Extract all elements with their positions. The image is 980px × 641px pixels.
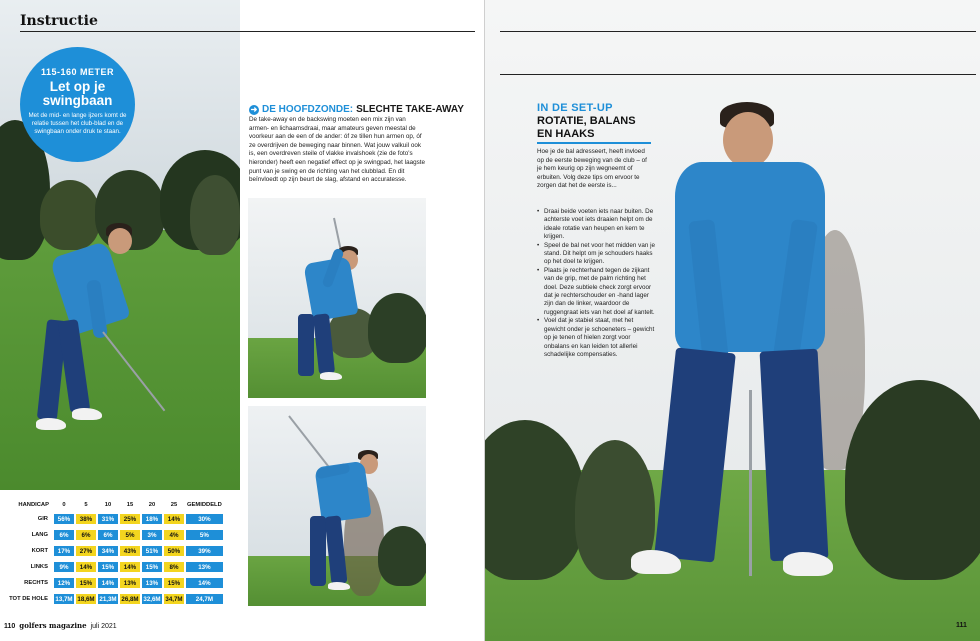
table-row: [2, 514, 223, 524]
stat-cell: 14%: [120, 562, 140, 572]
stat-cell: 14%: [164, 514, 184, 524]
intro-circle: [20, 47, 135, 162]
intro-title-line1: Let op je: [49, 79, 106, 94]
stat-cell: 27%: [76, 546, 96, 556]
average-cell: 24,7M: [186, 594, 223, 604]
column-header: 10: [104, 502, 112, 508]
stat-cell: 18,6M: [77, 595, 95, 603]
section-label: Instructie: [20, 13, 98, 29]
table-row: [2, 594, 223, 604]
column-header: 25: [170, 502, 178, 508]
list-item: • Plaats je rechterhand tegen de zijkant van de grip, met de palm richting het doel. Deze subtiele check zorgt ervoor dat je rechterschouder en -hand lager zijn dan de linker, waardoor de ruggengraat iets van het doel af kantelt.: [537, 267, 655, 317]
row-label: GIR: [37, 516, 48, 522]
column-header: 5: [84, 502, 88, 508]
stat-cell: 38%: [76, 514, 96, 524]
intro-title: [20, 80, 135, 108]
stat-cell: 9%: [54, 562, 74, 572]
golfer-steep-figure: [278, 218, 388, 388]
backswing-photo-steep: [248, 198, 426, 398]
column-header: 15: [126, 502, 134, 508]
list-item: • Speel de bal net voor het midden van je stand. Dit helpt om je schouders haaks op het doel te krijgen.: [537, 242, 655, 267]
column-header: 0: [62, 502, 66, 508]
stat-cell: 8%: [164, 562, 184, 572]
table-header-row: [2, 502, 223, 508]
setup-top-rule: [500, 74, 976, 75]
stat-cell: 14%: [76, 562, 96, 572]
stat-cell: 14%: [98, 578, 118, 588]
danger-zone-heading: [249, 104, 464, 115]
row-label: LINKS: [30, 564, 48, 570]
stat-cell: 15%: [76, 578, 96, 588]
intro-kicker: 115-160 METER: [40, 67, 115, 77]
golfer-setup-figure: [625, 100, 845, 600]
stat-cell: 13%: [120, 578, 140, 588]
stat-cell: 6%: [54, 530, 74, 540]
table-row: [2, 530, 223, 540]
stat-cell: 5%: [120, 530, 140, 540]
stat-cell: 32,6M: [143, 595, 161, 603]
intro-title-line2: swingbaan: [42, 93, 113, 108]
setup-tips-list: [537, 208, 655, 359]
row-label: KORT: [31, 548, 48, 554]
stat-cell: 56%: [54, 514, 74, 524]
danger-zone-title: SLECHTE TAKE-AWAY: [356, 104, 464, 115]
stat-cell: 6%: [76, 530, 96, 540]
setup-intro: Hoe je de bal adresseert, heeft invloed op de eerste beweging van de club – of je hem keurig op zijn wegneemt of erbuiten. Volg deze tips om ervoor te zorgen dat het de eerste is...: [537, 148, 647, 190]
stat-cell: 51%: [142, 546, 162, 556]
intro-lead: Met de mid- en lange ijzers komt de relatie tussen het club-blad en de swingbaan onder druk te staan.: [28, 112, 127, 135]
table-row: [2, 562, 223, 572]
issue-date: juli 2021: [90, 623, 117, 630]
page-number-right: 111: [956, 622, 967, 629]
arrow-right-icon: ➜: [250, 104, 258, 114]
stat-cell: 6%: [98, 530, 118, 540]
stat-cell: 12%: [54, 578, 74, 588]
handicap-header: HANDICAP: [18, 502, 49, 508]
row-label: RECHTS: [24, 580, 48, 586]
stat-cell: 50%: [164, 546, 184, 556]
stat-cell: 31%: [98, 514, 118, 524]
table-row: [2, 578, 223, 588]
page-number-left: 110: [4, 623, 16, 630]
column-header: 20: [148, 502, 156, 508]
stat-cell: 21,3M: [99, 595, 117, 603]
setup-title: ROTATIE, BALANS EN HAAKS: [537, 115, 636, 140]
stat-cell: 3%: [142, 530, 162, 540]
stat-cell: 15%: [98, 562, 118, 572]
table-row: [2, 546, 223, 556]
stat-cell: 13%: [142, 578, 162, 588]
stat-cell: 17%: [54, 546, 74, 556]
golfer-flat-figure: [288, 416, 408, 596]
stat-cell: 15%: [142, 562, 162, 572]
stat-cell: 18%: [142, 514, 162, 524]
average-cell: 13%: [186, 562, 223, 572]
stat-cell: 15%: [164, 578, 184, 588]
page-gutter: [484, 0, 485, 641]
backswing-photo-flat: [248, 406, 426, 606]
setup-kicker: IN DE SET-UP: [537, 102, 613, 114]
average-cell: 30%: [186, 514, 223, 524]
list-item: • Draai beide voeten iets naar buiten. De achterste voet iets draaien helpt om de ideale rotatie van heupen en kern te krijgen.: [537, 208, 655, 242]
row-label: LANG: [31, 532, 48, 538]
stat-cell: 43%: [120, 546, 140, 556]
footer-left: [4, 621, 117, 630]
average-cell: 5%: [186, 530, 223, 540]
stat-cell: 25%: [120, 514, 140, 524]
golfer-address-figure: [30, 220, 180, 450]
magazine-name: golfers magazine: [19, 621, 87, 630]
danger-zone-kicker: DE HOOFDZONDE:: [262, 104, 354, 115]
setup-accent-rule: [537, 142, 651, 144]
header-rule-right: [500, 31, 976, 32]
stat-cell: 4%: [164, 530, 184, 540]
average-cell: 14%: [186, 578, 223, 588]
danger-zone-body: De take-away en de backswing moeten een mix zijn van armen- en lichaamsdraai, maar amateurs geven meestal de voorkeur aan de een of de ander: óf ze tillen hun armen op, óf ze overdrijven de beweging naar binnen. Wat jouw valkuil ook is, een overdreven steile of vlakke invalshoek (zie de foto's hieronder) heeft een negatief effect op je swingpad, het laagste punt van je swing en de richting van het clubblad. En dit beïnvloedt op zijn beurt de slag, afstand en accuratesse.: [249, 116, 425, 184]
average-cell: 39%: [186, 546, 223, 556]
stat-cell: 26,8M: [121, 595, 139, 603]
column-header-average: GEMIDDELD: [187, 502, 222, 508]
stat-cell: 34,7M: [165, 595, 183, 603]
list-item: • Voel dat je stabiel staat, met het gewicht onder je schoeneters – gewicht op je tenen of hielen zorgt voor onbalans en kan leiden tot allerlei schadelijke compensaties.: [537, 317, 655, 359]
header-rule-left: [20, 31, 475, 32]
stat-cell: 34%: [98, 546, 118, 556]
stat-cell: 13,7M: [55, 595, 73, 603]
row-label: TOT DE HOLE: [9, 596, 48, 602]
handicap-stats-table: [0, 496, 240, 610]
